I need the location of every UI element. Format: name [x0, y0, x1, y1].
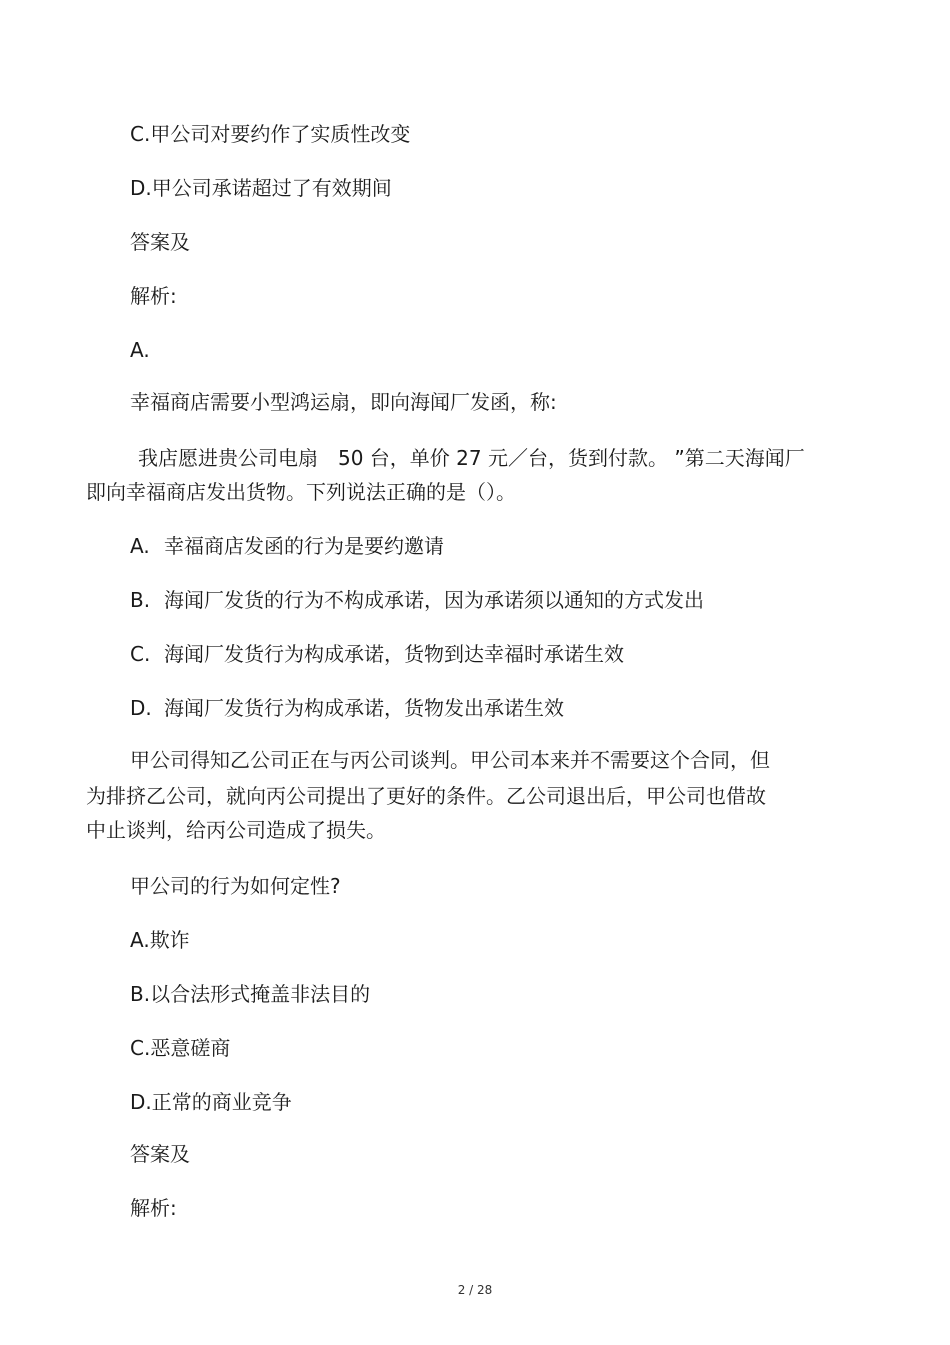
q3-analysis-label: 解析:	[130, 1196, 177, 1220]
q2-option-a-text: 幸福商店发函的行为是要约邀请	[164, 534, 444, 558]
q3-paragraph-line-3: 中止谈判，给丙公司造成了损失。	[86, 818, 386, 842]
q2-option-d-label: D.	[130, 696, 152, 720]
q1-answer: A.	[130, 338, 150, 362]
q3-paragraph-line-1: 甲公司得知乙公司正在与丙公司谈判。甲公司本来并不需要这个合同，但	[130, 748, 770, 772]
q2-option-d	[130, 696, 564, 720]
q2-option-b	[130, 588, 704, 612]
q3-question: 甲公司的行为如何定性?	[130, 874, 341, 898]
q2-option-c	[130, 642, 624, 666]
q2-option-b-label: B.	[130, 588, 151, 612]
q1-analysis-label: 解析:	[130, 284, 177, 308]
q3-option-d: D.正常的商业竞争	[130, 1090, 292, 1114]
q2-option-c-label: C.	[130, 642, 151, 666]
page-number: 2 / 28	[457, 1283, 493, 1297]
q2-option-c-text: 海闻厂发货行为构成承诺，货物到达幸福时承诺生效	[164, 642, 624, 666]
q3-paragraph-line-2: 为排挤乙公司，就向丙公司提出了更好的条件。乙公司退出后，甲公司也借故	[86, 784, 766, 808]
q3-answer-label: 答案及	[130, 1142, 190, 1166]
q3-option-c: C.恶意磋商	[130, 1036, 231, 1060]
q2-option-a	[130, 534, 444, 558]
q3-option-a: A.欺诈	[130, 928, 190, 952]
q3-option-b: B.以合法形式掩盖非法目的	[130, 982, 371, 1006]
q2-option-b-text: 海闻厂发货的行为不构成承诺，因为承诺须以通知的方式发出	[164, 588, 704, 612]
q1-option-d: D.甲公司承诺超过了有效期间	[130, 176, 392, 200]
q1-answer-label: 答案及	[130, 230, 190, 254]
q1-option-c: C.甲公司对要约作了实质性改变	[130, 122, 411, 146]
q2-option-a-label: A.	[130, 534, 150, 558]
q2-option-d-text: 海闻厂发货行为构成承诺，货物发出承诺生效	[164, 696, 564, 720]
q2-stem-line-1: 幸福商店需要小型鸿运扇，即向海闻厂发函，称:	[130, 390, 557, 414]
q2-stem-line-2: 我店愿进贵公司电扇 50 台，单价 27 元／台，货到付款。 ”第二天海闻厂	[138, 446, 805, 470]
q2-stem-line-3: 即向幸福商店发出货物。下列说法正确的是（）。	[86, 480, 516, 504]
